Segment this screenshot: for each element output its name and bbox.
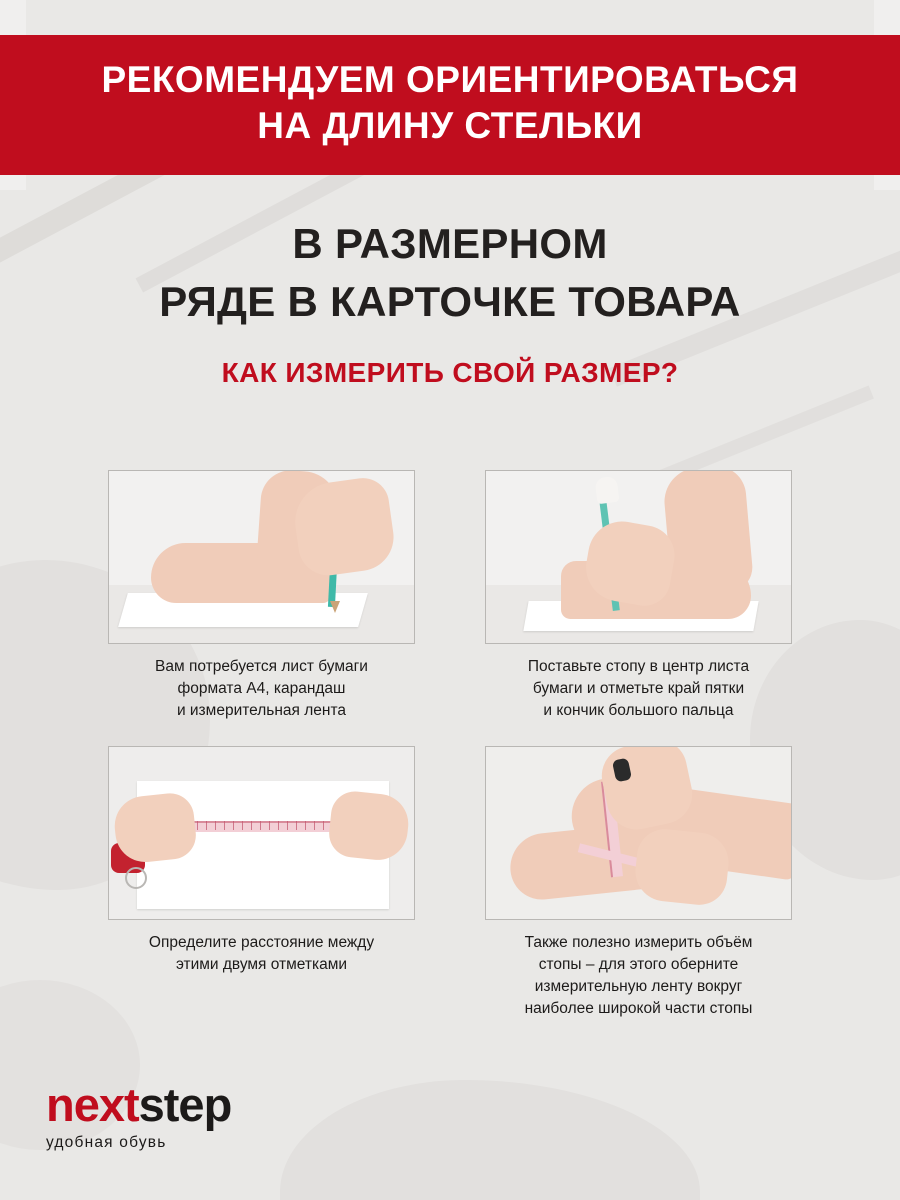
step-4-photo	[485, 746, 792, 920]
step-4-caption-line-3: измерительную ленту вокруг	[534, 978, 743, 995]
step-3-caption-line-2: этими двумя отметками	[175, 956, 348, 973]
headline-block	[0, 215, 900, 389]
step-card-1	[88, 470, 435, 722]
step-2-caption-line-3: и кончик большого пальца	[543, 702, 734, 719]
step-4-caption-line-4: наиболее широкой части стопы	[524, 1000, 753, 1017]
step-2-caption	[528, 656, 749, 722]
step-card-3	[88, 746, 435, 1020]
logo-step-text: step	[138, 1078, 232, 1131]
page-subtitle: КАК ИЗМЕРИТЬ СВОЙ РАЗМЕР?	[221, 356, 679, 388]
recommendation-banner	[0, 35, 900, 175]
step-3-caption-line-1: Определите расстояние между	[148, 934, 375, 951]
step-1-caption-line-1: Вам потребуется лист бумаги	[155, 658, 368, 675]
step-4-caption-line-2: стопы – для этого оберните	[538, 956, 739, 973]
step-2-photo	[485, 470, 792, 644]
step-3-caption	[149, 932, 374, 976]
step-4-caption-line-1: Также полезно измерить объём	[524, 934, 753, 951]
logo-tagline: удобная обувь	[46, 1134, 167, 1151]
step-card-2	[465, 470, 812, 722]
step-1-caption	[155, 656, 368, 722]
step-1-caption-line-2: формата А4, карандаш	[177, 680, 346, 697]
step-card-4	[465, 746, 812, 1020]
steps-grid	[0, 470, 900, 1020]
headline-line-1: В РАЗМЕРНОМ	[292, 220, 608, 267]
logo-next-text: next	[46, 1078, 139, 1131]
brand-logo	[46, 1078, 232, 1152]
bg-blob	[280, 1080, 700, 1200]
banner-line-1: РЕКОМЕНДУЕМ ОРИЕНТИРОВАТЬСЯ	[101, 59, 799, 100]
step-1-caption-line-3: и измерительная лента	[176, 702, 347, 719]
step-1-photo	[108, 470, 415, 644]
step-3-photo	[108, 746, 415, 920]
step-2-caption-line-1: Поставьте стопу в центр листа	[527, 658, 750, 675]
step-2-caption-line-2: бумаги и отметьте край пятки	[532, 680, 745, 697]
step-4-caption	[525, 932, 753, 1020]
logo-wordmark	[46, 1078, 232, 1131]
headline-line-2: РЯДЕ В КАРТОЧКЕ ТОВАРА	[159, 277, 741, 325]
banner-line-2: НА ДЛИНУ СТЕЛЬКИ	[257, 104, 643, 146]
